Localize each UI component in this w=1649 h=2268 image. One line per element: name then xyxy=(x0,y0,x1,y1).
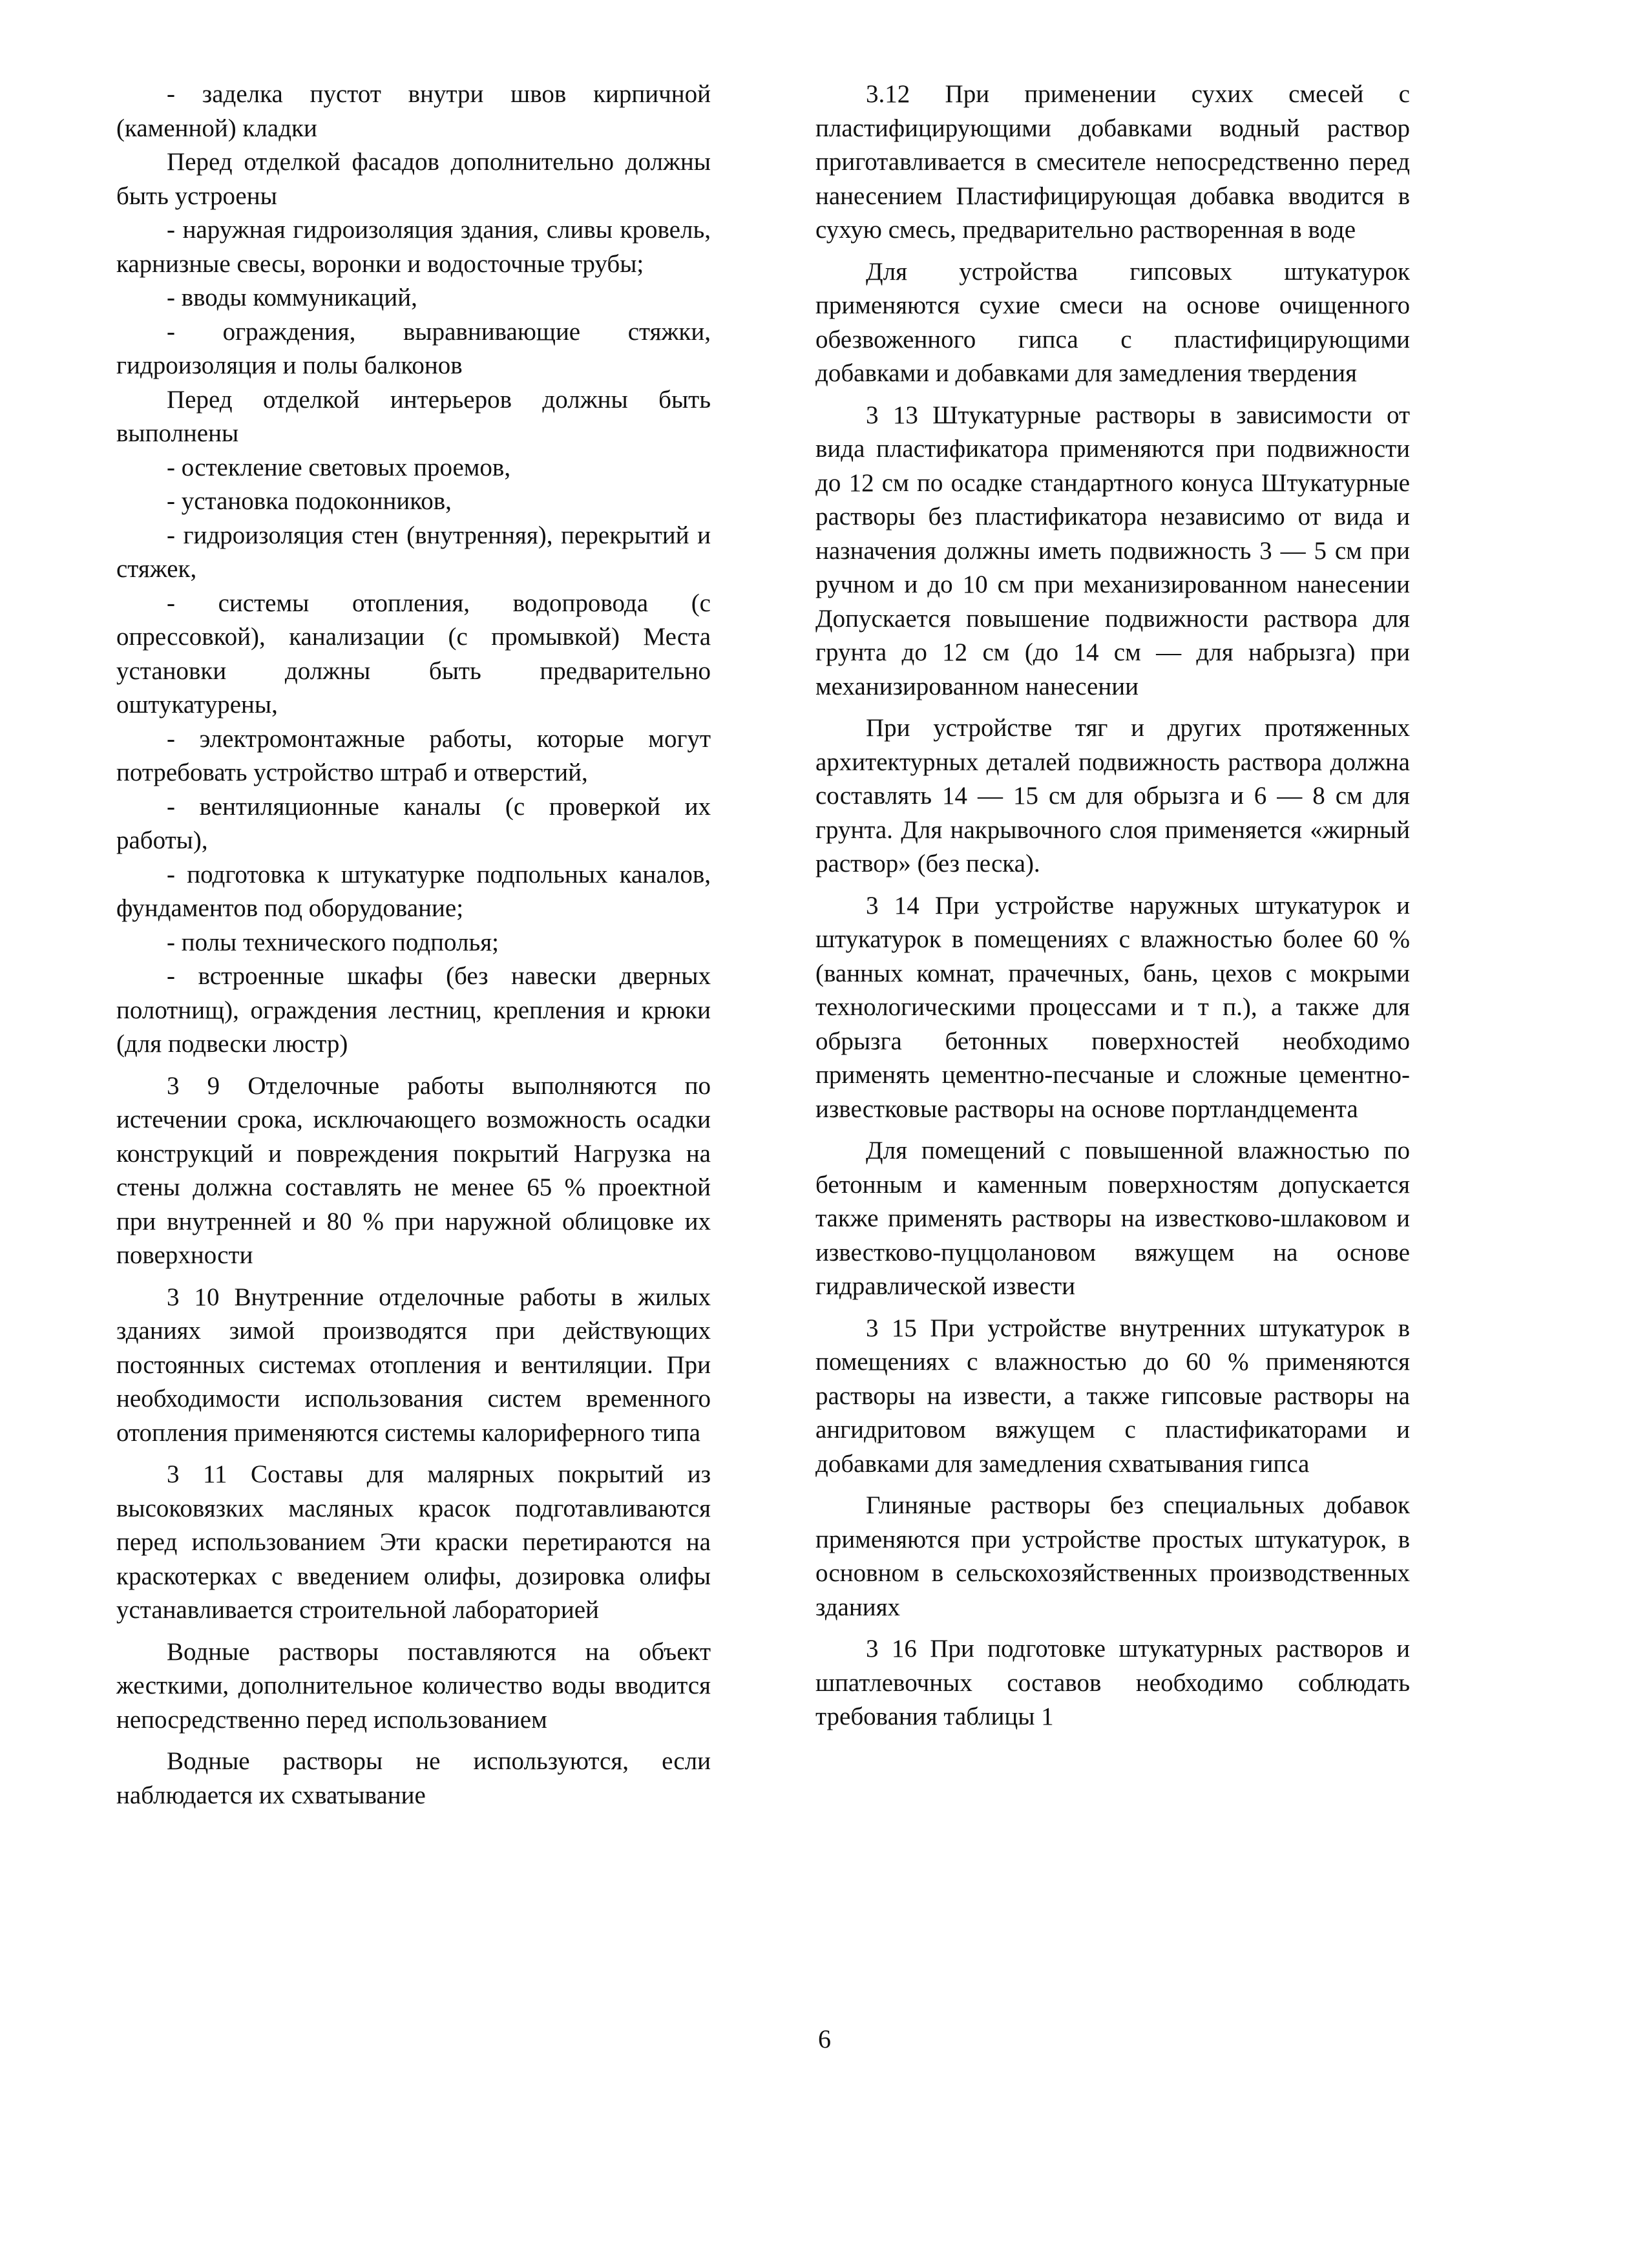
section-3-11: 3 11 Составы для малярных покрытий из высоковязких масляных красок подготавливаются перед использованием Эти краски перетираются на краскотерках с введением олифы, дозировка олифы устанавливается строительной лабораторией xyxy=(116,1460,711,1624)
section-3-16: 3 16 При подготовке штукатурных растворов и шпатлевочных составов необходимо соблюдать требования таблицы 1 xyxy=(815,1635,1410,1730)
section-3-12: 3.12 При применении сухих смесей с пластифицирующими добавками водный раствор приготавливается в смесителе непосредственно перед нанесением Пластифицирующая добавка вводится в сухую смесь, предварительно растворенная в воде xyxy=(815,80,1410,244)
paragraph: - подготовка к штукатурке подпольных каналов, фундаментов под оборудование; xyxy=(116,860,711,922)
paragraph: - наружная гидроизоляция здания, сливы кровель, карнизные свесы, воронки и водосточные трубы; xyxy=(116,216,711,278)
paragraph: Для помещений с повышенной влажностью по бетонным и каменным поверхностям допускается также применять растворы на известково-шлаковом и известково-пуццолановом вяжущем на основе гидравлической извести xyxy=(815,1137,1410,1300)
paragraph: - вентиляционные каналы (с проверкой их работы), xyxy=(116,792,711,854)
section-3-9: 3 9 Отделочные работы выполняются по истечении срока, исключающего возможность осадки конструкций и повреждения покрытий Нагрузка на стены должна составлять не менее 65 % проектной при внутренней и 80 % при наружной облицовке их поверхности xyxy=(116,1071,711,1269)
paragraph: - электромонтажные работы, которые могут потребовать устройство штраб и отверстий, xyxy=(116,724,711,786)
paragraph: Глиняные растворы без специальных добавок применяются при устройстве простых штукатурок, в основном в сельскохозяйственных производственных зданиях xyxy=(815,1491,1410,1621)
paragraph: - полы технического подполья; xyxy=(167,928,499,956)
page-number: 6 xyxy=(818,2024,831,2053)
paragraph: Перед отделкой интерьеров должны быть выполнены xyxy=(116,385,711,447)
paragraph: - гидроизоляция стен (внутренняя), перекрытий и стяжек, xyxy=(116,521,711,583)
paragraph: Водные растворы не используются, если наблюдается их схватывание xyxy=(116,1747,711,1809)
right-column xyxy=(815,78,1410,1734)
paragraph: - заделка пустот внутри швов кирпичной (каменной) кладки xyxy=(116,80,711,142)
paragraph: Для устройства гипсовых штукатурок применяются сухие смеси на основе очищенного обезвоженного гипса с пластифицирующими добавками и добавками для замедления твердения xyxy=(815,257,1410,387)
section-3-15: 3 15 При устройстве внутренних штукатурок в помещениях с влажностью до 60 % применяются растворы на извести, а также гипсовые растворы на ангидритовом вяжущем с пластификаторами и добавками для замедления схватывания гипса xyxy=(815,1314,1410,1478)
paragraph: - установка подоконников, xyxy=(167,487,452,515)
paragraph: Водные растворы поставляются на объект жесткими, дополнительное количество воды вводится непосредственно перед использованием xyxy=(116,1637,711,1734)
paragraph: - ограждения, выравнивающие стяжки, гидроизоляция и полы балконов xyxy=(116,317,711,379)
paragraph: - вводы коммуникаций, xyxy=(167,284,417,311)
paragraph: - остекление световых проемов, xyxy=(167,453,511,481)
left-column xyxy=(116,78,711,1812)
paragraph: Перед отделкой фасадов дополнительно должны быть устроены xyxy=(116,148,711,210)
paragraph: - системы отопления, водопровода (с опрессовкой), канализации (с промывкой) Места установки должны быть предварительно оштукатурены, xyxy=(116,589,711,719)
section-3-13: 3 13 Штукатурные растворы в зависимости от вида пластификатора применяются при подвижности до 12 см по осадке стандартного конуса Штукатурные растворы без пластификатора независимо от вида и назначения должны иметь подвижность 3 — 5 см при ручном и до 10 см при механизированном нанесении Допускается повышение подвижности раствора для грунта до 12 см (до 14 см — для набрызга) при механизированном нанесении xyxy=(815,401,1410,700)
paragraph: При устройстве тяг и других протяженных архитектурных деталей подвижность раствора должна составлять 14 — 15 см для обрызга и 6 — 8 см для грунта. Для накрывочного слоя применяется «жирный раствор» (без песка). xyxy=(815,714,1410,877)
paragraph: - встроенные шкафы (без навески дверных полотнищ), ограждения лестниц, крепления и крюки (для подвески люстр) xyxy=(116,962,711,1058)
section-3-10: 3 10 Внутренние отделочные работы в жилых зданиях зимой производятся при действующих постоянных системах отопления и вентиляции. При необходимости использования систем временного отопления применяются системы калориферного типа xyxy=(116,1283,711,1447)
section-3-14: 3 14 При устройстве наружных штукатурок и штукатурок в помещениях с влажностью более 60 % (ванных комнат, прачечных, бань, цехов с мокрыми технологическими процессами и т п.), а также для обрызга бетонных поверхностей необходимо применять цементно-песчаные и сложные цементно-известковые растворы на основе портландцемента xyxy=(815,891,1410,1123)
